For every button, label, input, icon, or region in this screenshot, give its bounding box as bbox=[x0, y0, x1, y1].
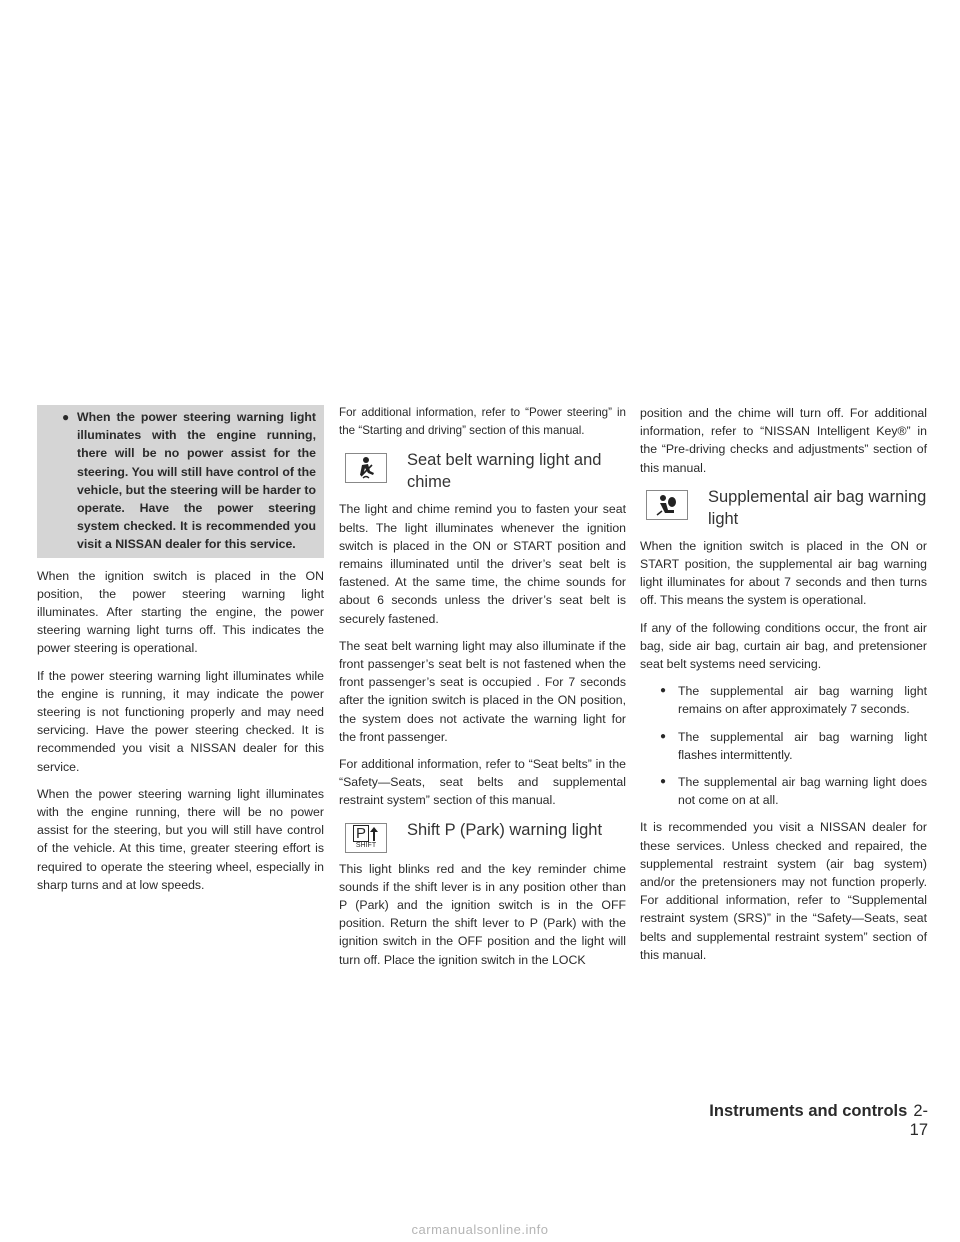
shift-park-icon bbox=[345, 823, 387, 853]
page-footer bbox=[700, 1102, 928, 1140]
paragraph: This light blinks red and the key reminder chime sounds if the shift lever is in any position other than P (Park) and the ignition switch is in the OFF position. Return the shift lever to P (Park) with the ignition switch in the OFF position and the light will turn off. Place the ignition switch in the LOCK bbox=[339, 861, 626, 967]
column-3 bbox=[640, 404, 927, 973]
seat-belt-heading bbox=[339, 449, 626, 493]
shift-icon-letter: P bbox=[353, 825, 369, 842]
section-title: Shift P (Park) warning light bbox=[407, 820, 603, 839]
section-name: Instruments and controls bbox=[709, 1102, 908, 1120]
bullet-list bbox=[640, 682, 927, 809]
page-number: 2-17 bbox=[909, 1102, 928, 1139]
paragraph: position and the chime will turn off. For additional information, refer to “NISSAN Intelligent Key®” in the “Pre-driving checks and adjustments” section of this manual. bbox=[640, 406, 927, 475]
warning-text: When the power steering warning light illuminates with the engine running, there will be no power assist for the steering. You will still have control of the vehicle, but the steering will be harder to operate. Have the power steering system checked. It is recommended you visit a NISSAN dealer for this service. bbox=[77, 410, 316, 552]
paragraph: If any of the following conditions occur, the front air bag, side air bag, curtain air bag, and pretensioner seat belt systems need servicing. bbox=[640, 620, 927, 672]
shift-icon-label: SHIFT bbox=[355, 842, 377, 850]
list-item: ● The supplemental air bag warning light flashes intermittently. bbox=[664, 728, 927, 764]
paragraph: For additional information, refer to “Power steering” in the “Starting and driving” section of this manual. bbox=[339, 406, 626, 438]
paragraph: For additional information, refer to “Seat belts” in the “Safety—Seats, seat belts and supplemental restraint system” section of this manual. bbox=[339, 757, 626, 808]
bullet-icon: ● bbox=[62, 410, 70, 424]
paragraph: If the power steering warning light illuminates while the engine is running, it may indicate the power steering is not functioning properly and may need servicing. Have the power steering checked. It is recommended you visit a NISSAN dealer for this service. bbox=[37, 668, 324, 774]
column-1 bbox=[37, 405, 324, 903]
paragraph: The light and chime remind you to fasten your seat belts. The light illuminates whenever the ignition switch is placed in the ON or START position and remains illuminated until the driver’s seat belt is fastened. At the same time, the chime sounds for about 6 seconds unless the driver’s seat belt is securely fastened. bbox=[339, 502, 626, 626]
list-item: ● The supplemental air bag warning light does not come on at all. bbox=[664, 773, 927, 809]
paragraph: It is recommended you visit a NISSAN dealer for these services. Unless checked and repaired, the supplemental restraint system (air bag system) and/or the pretensioners may not function properly. For additional information, refer to “Supplemental restraint system (SRS)” in the “Safety—Seats, seat belts and supplemental restraint system” section of this manual. bbox=[640, 820, 927, 962]
column-2 bbox=[339, 404, 626, 978]
section-title: Supplemental air bag warning light bbox=[708, 487, 927, 528]
list-item: ● The supplemental air bag warning light remains on after approximately 7 seconds. bbox=[664, 682, 927, 718]
paragraph: When the power steering warning light illuminates with the engine running, there will be no power assist for the steering, but you will still have control of the vehicle. At this time, greater steering effort is required to operate the steering wheel, especially in sharp turns and at low speeds. bbox=[37, 786, 324, 892]
seat-belt-icon bbox=[345, 453, 387, 483]
paragraph: When the ignition switch is placed in the ON position, the power steering warning light illuminates. After starting the engine, the power steering warning light turns off. This indicates the power steering is operational. bbox=[37, 568, 324, 656]
warning-box bbox=[37, 405, 324, 558]
shift-park-heading bbox=[339, 819, 626, 853]
airbag-icon bbox=[646, 490, 688, 520]
paragraph: The seat belt warning light may also illuminate if the front passenger’s seat belt is not fastened when the front passenger’s seat is occupied . For 7 seconds after the ignition switch is placed in the ON position, the system does not activate the warning light for the front passenger. bbox=[339, 638, 626, 744]
paragraph: When the ignition switch is placed in the ON or START position, the supplemental air bag warning light illuminates for about 7 seconds and then turns off. This means the system is operational. bbox=[640, 538, 927, 608]
watermark: carmanualsonline.info bbox=[411, 1222, 549, 1237]
section-title: Seat belt warning light and chime bbox=[407, 451, 602, 492]
airbag-heading bbox=[640, 486, 927, 530]
